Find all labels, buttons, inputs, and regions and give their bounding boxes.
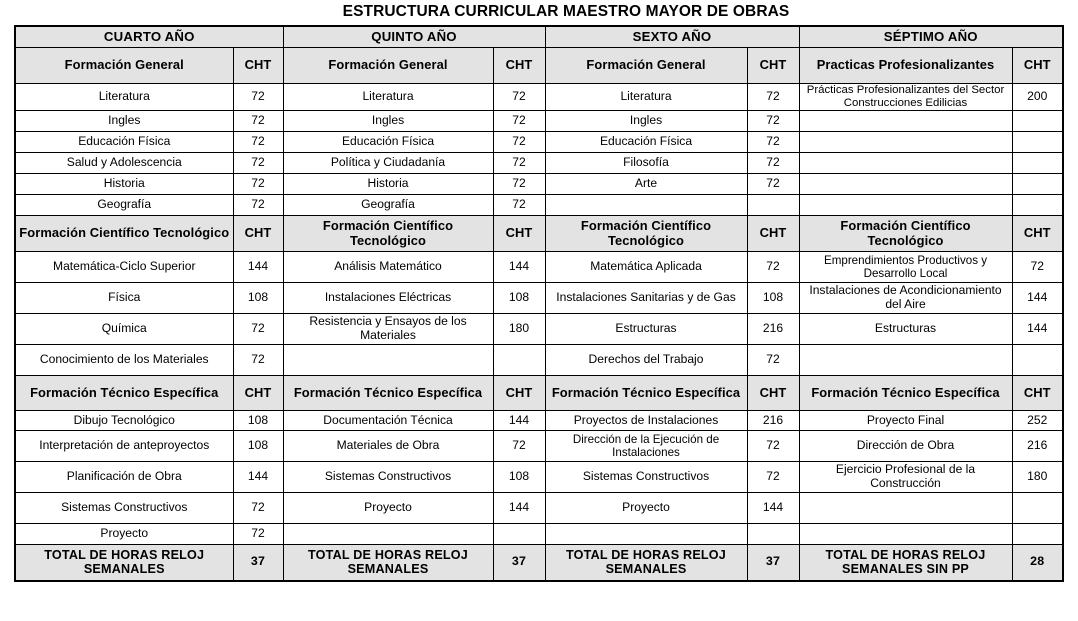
subject-cell: Física <box>15 283 233 314</box>
cht-cell <box>1012 493 1063 524</box>
section-header-general-row <box>15 48 1063 84</box>
cht-cell: 216 <box>747 411 799 431</box>
table-row <box>15 252 1063 283</box>
subject-cell: Proyectos de Instalaciones <box>545 411 747 431</box>
cht-cell: 200 <box>1012 84 1063 111</box>
cht-cell <box>747 524 799 545</box>
section-header-tecnico-c4: Formación Técnico Específica <box>799 376 1012 411</box>
cht-cell: 108 <box>233 283 283 314</box>
subject-cell: Dirección de Obra <box>799 431 1012 462</box>
totals-row <box>15 545 1063 581</box>
cht-cell: 72 <box>233 314 283 345</box>
cht-header-c4: CHT <box>1012 376 1063 411</box>
section-header-practicas-c4: Practicas Profesionalizantes <box>799 48 1012 84</box>
cht-cell: 144 <box>1012 314 1063 345</box>
table-row <box>15 153 1063 174</box>
year-header-sexto: SEXTO AÑO <box>545 26 799 48</box>
subject-cell: Planificación de Obra <box>15 462 233 493</box>
subject-cell: Ingles <box>15 111 233 132</box>
cht-cell: 72 <box>233 524 283 545</box>
subject-cell: Ingles <box>545 111 747 132</box>
subject-cell: Estructuras <box>545 314 747 345</box>
cht-cell: 108 <box>493 462 545 493</box>
section-header-cientifico-c3: Formación Científico Tecnológico <box>545 216 747 252</box>
subject-cell: Matemática-Ciclo Superior <box>15 252 233 283</box>
cht-cell: 108 <box>747 283 799 314</box>
section-header-cientifico-c1: Formación Científico Tecnológico <box>15 216 233 252</box>
cht-cell: 216 <box>1012 431 1063 462</box>
curriculum-table-wrapper <box>14 25 1064 582</box>
subject-cell: Materiales de Obra <box>283 431 493 462</box>
cht-cell: 108 <box>233 431 283 462</box>
cht-cell: 108 <box>233 411 283 431</box>
subject-cell: Historia <box>283 174 493 195</box>
subject-cell: Instalaciones de Acondicionamiento del Aire <box>799 283 1012 314</box>
cht-cell: 72 <box>493 84 545 111</box>
subject-cell <box>283 524 493 545</box>
total-label-c1: TOTAL DE HORAS RELOJ SEMANALES <box>15 545 233 581</box>
table-row <box>15 462 1063 493</box>
subject-cell: Interpretación de anteproyectos <box>15 431 233 462</box>
subject-cell: Ingles <box>283 111 493 132</box>
cht-cell: 144 <box>493 252 545 283</box>
year-header-cuarto: CUARTO AÑO <box>15 26 283 48</box>
cht-cell: 180 <box>493 314 545 345</box>
table-row <box>15 84 1063 111</box>
subject-cell <box>799 493 1012 524</box>
cht-cell: 72 <box>493 111 545 132</box>
section-header-tecnico-c3: Formación Técnico Específica <box>545 376 747 411</box>
cht-header-c3: CHT <box>747 48 799 84</box>
subject-cell <box>545 524 747 545</box>
subject-cell: Sistemas Constructivos <box>15 493 233 524</box>
subject-cell: Análisis Matemático <box>283 252 493 283</box>
section-header-general-c2: Formación General <box>283 48 493 84</box>
cht-cell <box>1012 132 1063 153</box>
total-value-c3: 37 <box>747 545 799 581</box>
cht-header-c4: CHT <box>1012 216 1063 252</box>
year-header-row <box>15 26 1063 48</box>
cht-cell: 144 <box>493 493 545 524</box>
subject-cell: Historia <box>15 174 233 195</box>
subject-cell <box>283 345 493 376</box>
subject-cell <box>799 174 1012 195</box>
curriculum-table <box>14 25 1064 582</box>
table-row <box>15 411 1063 431</box>
cht-header-c4: CHT <box>1012 48 1063 84</box>
subject-cell: Proyecto <box>283 493 493 524</box>
section-header-cientifico-row <box>15 216 1063 252</box>
section-header-general-c3: Formación General <box>545 48 747 84</box>
cht-cell: 72 <box>233 153 283 174</box>
subject-cell: Geografía <box>15 195 233 216</box>
subject-cell: Dirección de la Ejecución de Instalaciones <box>545 431 747 462</box>
total-label-c3: TOTAL DE HORAS RELOJ SEMANALES <box>545 545 747 581</box>
subject-cell: Sistemas Constructivos <box>545 462 747 493</box>
subject-cell: Educación Física <box>283 132 493 153</box>
cht-cell: 108 <box>493 283 545 314</box>
section-header-general-c1: Formación General <box>15 48 233 84</box>
subject-cell: Literatura <box>545 84 747 111</box>
cht-cell: 72 <box>747 174 799 195</box>
total-value-c2: 37 <box>493 545 545 581</box>
subject-cell: Estructuras <box>799 314 1012 345</box>
cht-cell <box>1012 195 1063 216</box>
cht-cell <box>493 524 545 545</box>
subject-cell: Filosofía <box>545 153 747 174</box>
cht-cell: 144 <box>1012 283 1063 314</box>
subject-cell: Emprendimientos Productivos y Desarrollo Local <box>799 252 1012 283</box>
table-row <box>15 431 1063 462</box>
subject-cell: Prácticas Profesionalizantes del Sector Construcciones Edilicias <box>799 84 1012 111</box>
total-label-c2: TOTAL DE HORAS RELOJ SEMANALES <box>283 545 493 581</box>
subject-cell: Proyecto <box>545 493 747 524</box>
section-header-tecnico-c1: Formación Técnico Específica <box>15 376 233 411</box>
subject-cell: Educación Física <box>545 132 747 153</box>
subject-cell: Salud y Adolescencia <box>15 153 233 174</box>
table-row <box>15 132 1063 153</box>
subject-cell: Política y Ciudadanía <box>283 153 493 174</box>
cht-cell <box>493 345 545 376</box>
cht-cell <box>1012 174 1063 195</box>
cht-cell: 72 <box>233 195 283 216</box>
cht-header-c1: CHT <box>233 48 283 84</box>
subject-cell <box>799 345 1012 376</box>
cht-cell: 72 <box>747 462 799 493</box>
cht-header-c3: CHT <box>747 376 799 411</box>
subject-cell: Geografía <box>283 195 493 216</box>
cht-cell: 72 <box>233 84 283 111</box>
subject-cell: Arte <box>545 174 747 195</box>
table-row <box>15 283 1063 314</box>
section-header-tecnico-row <box>15 376 1063 411</box>
year-header-septimo: SÉPTIMO AÑO <box>799 26 1063 48</box>
subject-cell: Literatura <box>15 84 233 111</box>
cht-cell <box>1012 111 1063 132</box>
cht-cell: 72 <box>233 132 283 153</box>
cht-header-c2: CHT <box>493 216 545 252</box>
cht-header-c2: CHT <box>493 48 545 84</box>
subject-cell: Matemática Aplicada <box>545 252 747 283</box>
page-title: ESTRUCTURA CURRICULAR MAESTRO MAYOR DE OBRAS <box>342 3 790 20</box>
cht-header-c1: CHT <box>233 216 283 252</box>
subject-cell: Conocimiento de los Materiales <box>15 345 233 376</box>
subject-cell: Literatura <box>283 84 493 111</box>
subject-cell <box>799 153 1012 174</box>
cht-header-c1: CHT <box>233 376 283 411</box>
subject-cell: Educación Física <box>15 132 233 153</box>
cht-cell: 180 <box>1012 462 1063 493</box>
cht-header-c2: CHT <box>493 376 545 411</box>
total-value-c1: 37 <box>233 545 283 581</box>
subject-cell <box>799 132 1012 153</box>
cht-cell: 72 <box>747 252 799 283</box>
cht-cell: 72 <box>233 493 283 524</box>
subject-cell <box>799 524 1012 545</box>
cht-cell: 72 <box>493 431 545 462</box>
cht-cell: 72 <box>747 132 799 153</box>
subject-cell <box>799 111 1012 132</box>
subject-cell: Proyecto <box>15 524 233 545</box>
subject-cell: Sistemas Constructivos <box>283 462 493 493</box>
cht-cell <box>1012 524 1063 545</box>
total-value-c4: 28 <box>1012 545 1063 581</box>
cht-cell: 144 <box>493 411 545 431</box>
table-row <box>15 314 1063 345</box>
subject-cell: Derechos del Trabajo <box>545 345 747 376</box>
subject-cell <box>545 195 747 216</box>
cht-cell: 72 <box>493 132 545 153</box>
section-header-cientifico-c4: Formación Científico Tecnológico <box>799 216 1012 252</box>
subject-cell: Ejercicio Profesional de la Construcción <box>799 462 1012 493</box>
cht-cell: 72 <box>233 345 283 376</box>
table-row <box>15 174 1063 195</box>
cht-cell: 72 <box>233 174 283 195</box>
cht-cell: 72 <box>747 153 799 174</box>
cht-cell: 144 <box>233 462 283 493</box>
cht-cell <box>1012 345 1063 376</box>
total-label-c4: TOTAL DE HORAS RELOJ SEMANALES SIN PP <box>799 545 1012 581</box>
cht-cell: 72 <box>747 111 799 132</box>
section-header-tecnico-c2: Formación Técnico Específica <box>283 376 493 411</box>
cht-cell: 144 <box>747 493 799 524</box>
cht-cell <box>747 195 799 216</box>
cht-cell: 216 <box>747 314 799 345</box>
cht-cell: 72 <box>493 195 545 216</box>
table-row <box>15 493 1063 524</box>
table-row <box>15 111 1063 132</box>
cht-cell: 72 <box>233 111 283 132</box>
cht-header-c3: CHT <box>747 216 799 252</box>
table-row <box>15 524 1063 545</box>
subject-cell: Instalaciones Eléctricas <box>283 283 493 314</box>
subject-cell: Proyecto Final <box>799 411 1012 431</box>
subject-cell: Dibujo Tecnológico <box>15 411 233 431</box>
cht-cell: 72 <box>747 345 799 376</box>
subject-cell: Resistencia y Ensayos de los Materiales <box>283 314 493 345</box>
cht-cell: 72 <box>493 153 545 174</box>
table-row <box>15 195 1063 216</box>
cht-cell: 72 <box>1012 252 1063 283</box>
section-header-cientifico-c2: Formación Científico Tecnológico <box>283 216 493 252</box>
cht-cell: 72 <box>747 431 799 462</box>
cht-cell: 252 <box>1012 411 1063 431</box>
subject-cell: Instalaciones Sanitarias y de Gas <box>545 283 747 314</box>
cht-cell: 72 <box>747 84 799 111</box>
table-row <box>15 345 1063 376</box>
cht-cell <box>1012 153 1063 174</box>
subject-cell: Documentación Técnica <box>283 411 493 431</box>
subject-cell <box>799 195 1012 216</box>
cht-cell: 72 <box>493 174 545 195</box>
cht-cell: 144 <box>233 252 283 283</box>
year-header-quinto: QUINTO AÑO <box>283 26 545 48</box>
subject-cell: Química <box>15 314 233 345</box>
